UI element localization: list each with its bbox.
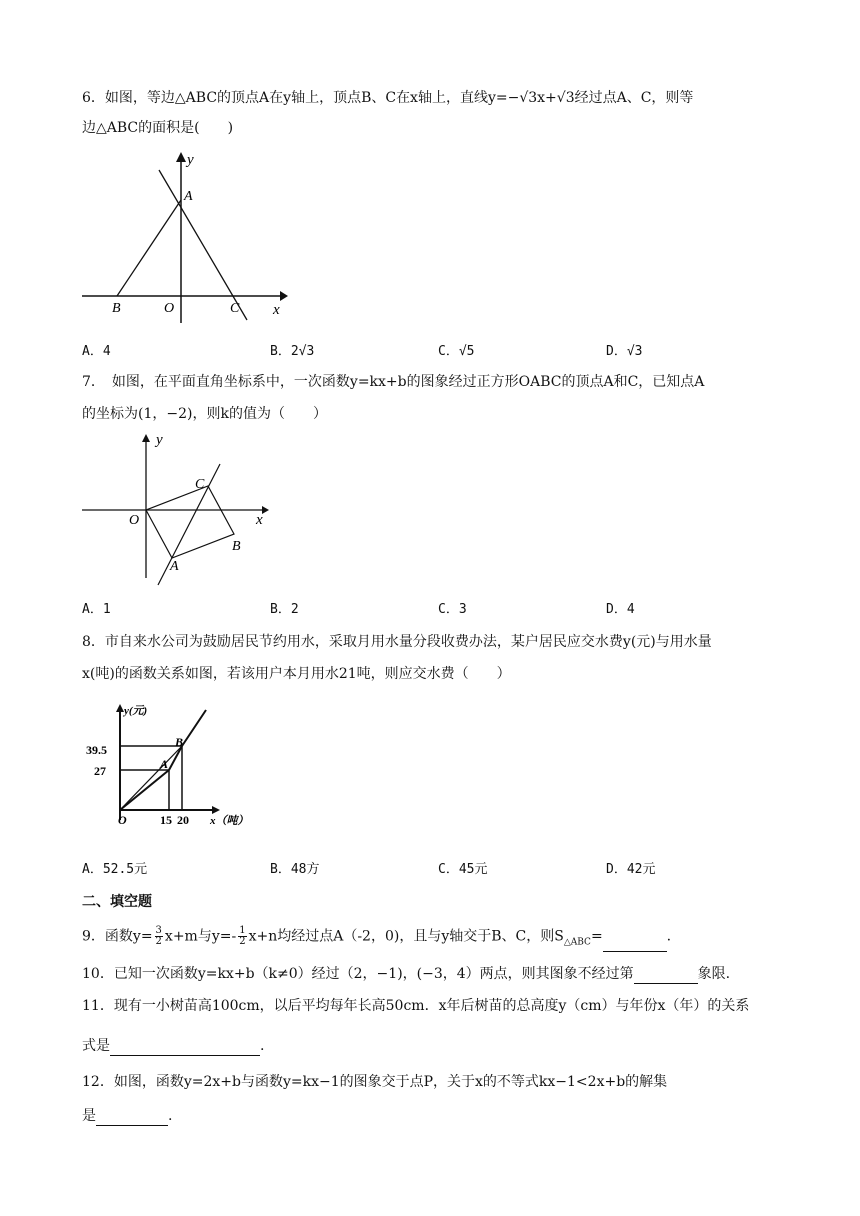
q8-label-O: O <box>118 813 127 827</box>
q11-part: 式是 <box>82 1038 110 1054</box>
q8-xlabel: x（吨） <box>210 815 249 827</box>
q11-end: . <box>260 1038 265 1054</box>
q7-option-a: A．1 <box>82 602 111 617</box>
q12-part: 是 <box>82 1108 96 1124</box>
q9-part3: x+n均经过点A（-2，0)，且与y轴交于B、C，则S <box>248 928 564 945</box>
q6-option-b: B．2√3 <box>270 344 315 359</box>
q6-label-x: x <box>273 302 280 318</box>
q9-frac2-num: 1 <box>239 925 246 936</box>
q8-stem-line2: x(吨)的函数关系如图，若该用户本月用水21吨，则应交水费（ ） <box>82 666 511 682</box>
q7-label-A: A <box>170 559 179 574</box>
q8-tick-y1: 39.5 <box>86 743 107 757</box>
q9-end: . <box>666 928 672 945</box>
q8-label-A: A <box>160 757 169 771</box>
q9-frac2-den: 2 <box>239 936 246 947</box>
q8-tick-y2: 27 <box>94 764 106 778</box>
q6-label-C: C <box>230 301 240 316</box>
q9-part2: x+m与y=- <box>164 928 237 945</box>
q12-answer-blank[interactable] <box>96 1111 168 1126</box>
q7-option-c: C．3 <box>438 602 467 617</box>
q9-stem <box>82 926 671 952</box>
q10-stem <box>82 964 730 984</box>
q8-tick-x1: 15 <box>160 813 172 827</box>
q10-part1: 10．已知一次函数y=kx+b（k≠0）经过（2，−1)，(−3，4）两点，则其图象不经过第 <box>82 966 634 982</box>
q9-part1: 9．函数y= <box>82 928 153 945</box>
q7-option-d: D．4 <box>606 602 635 617</box>
q11-stem-line2 <box>82 1036 264 1056</box>
q7-label-B: B <box>232 539 241 554</box>
q11-answer-blank[interactable] <box>110 1041 260 1056</box>
q12-stem-line2 <box>82 1106 172 1126</box>
q6-option-c: C．√5 <box>438 344 475 359</box>
q12-end: . <box>168 1108 173 1124</box>
q8-option-c: C．45元 <box>438 862 488 877</box>
q7-label-y: y <box>156 432 163 448</box>
q7-option-b: B．2 <box>270 602 299 617</box>
q6-label-O: O <box>164 301 175 316</box>
q7-label-C: C <box>195 477 205 492</box>
q10-answer-blank[interactable] <box>634 969 698 984</box>
q7-label-x: x <box>256 512 263 528</box>
q7-figure <box>80 428 280 588</box>
q6-option-d: D．√3 <box>606 344 643 359</box>
q8-ylabel: y(元) <box>124 705 148 717</box>
q8-tick-x2: 20 <box>177 813 189 827</box>
q8-option-d: D．42元 <box>606 862 656 877</box>
q6-label-y: y <box>187 152 194 168</box>
q7-stem-line1: 7． 如图，在平面直角坐标系中，一次函数y=kx+b的图象经过正方形OABC的顶点A和C，已知点A <box>82 374 705 390</box>
q8-option-a: A．52.5元 <box>82 862 148 877</box>
q6-figure <box>80 148 295 328</box>
q9-fraction-2 <box>238 926 246 947</box>
q8-option-b: B．48方 <box>270 862 320 877</box>
q9-part4: = <box>590 928 603 945</box>
q11-stem-line1: 11．现有一小树苗高100cm，以后平均每年长高50cm．x年后树苗的总高度y（cm）与年份x（年）的关系 <box>82 998 750 1014</box>
q6-option-a: A．4 <box>82 344 111 359</box>
q9-subscript: △ABC <box>563 937 591 948</box>
q7-label-O: O <box>129 513 140 528</box>
q9-frac1-den: 2 <box>155 936 162 947</box>
q6-stem-line2: 边△ABC的面积是( ) <box>82 120 234 136</box>
q10-end: 象限. <box>697 966 731 982</box>
section-title: 二、填空题 <box>82 894 152 910</box>
q6-label-B: B <box>112 301 121 316</box>
q6-label-A: A <box>184 189 193 204</box>
q6-stem-line1: 6．如图，等边△ABC的顶点A在y轴上，顶点B、C在x轴上，直线y=−√3x+√3经过点A、C，则等 <box>82 90 694 106</box>
q8-stem-line1: 8．市自来水公司为鼓励居民节约用水，采取月用水量分段收费办法，某户居民应交水费y(元)与用水量 <box>82 634 712 650</box>
q7-stem-line2: 的坐标为(1，−2)，则k的值为（ ） <box>82 406 327 422</box>
q9-fraction-1 <box>155 926 163 947</box>
q8-label-B: B <box>175 735 184 749</box>
q12-stem-line1: 12．如图，函数y=2x+b与函数y=kx−1的图象交于点P，关于x的不等式kx−1<2x+b的解集 <box>82 1074 668 1090</box>
q8-figure <box>84 700 264 832</box>
q9-frac1-num: 3 <box>155 925 162 936</box>
q9-answer-blank[interactable] <box>603 937 667 952</box>
